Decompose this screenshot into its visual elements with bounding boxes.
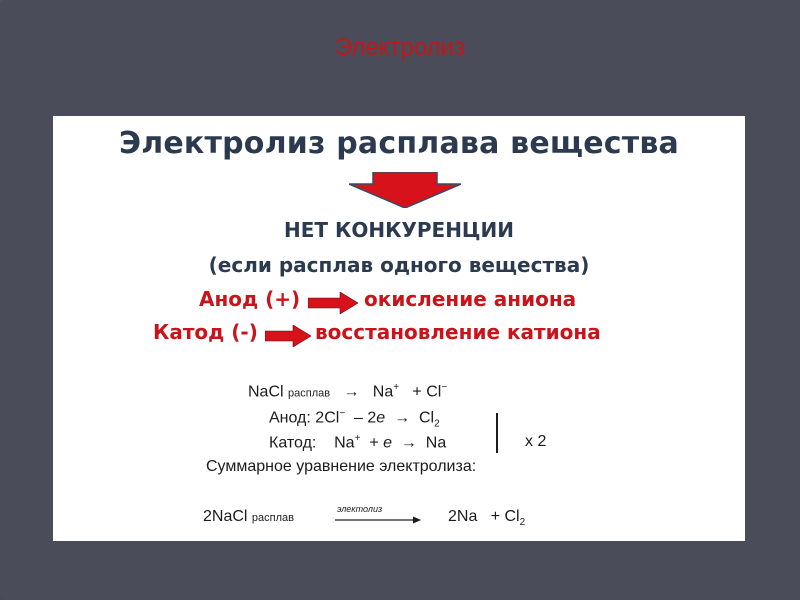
- reaction-arrow: →: [400, 434, 417, 452]
- summary-label: Суммарное уравнение электролиза:: [206, 458, 477, 475]
- over-arrow-label: электолиз: [337, 504, 383, 514]
- cathode-arrow-icon: [265, 325, 311, 347]
- reactant-charge: +: [354, 433, 361, 444]
- down-arrow-icon: [349, 172, 461, 208]
- reactant: Na: [334, 434, 355, 452]
- electron: e: [383, 434, 393, 452]
- electron: e: [376, 409, 386, 427]
- plus-sign: +: [369, 434, 379, 452]
- multiplier: x 2: [525, 433, 547, 450]
- product: Na: [425, 434, 447, 452]
- equation-cathode: [269, 433, 446, 452]
- product: Cl: [418, 409, 435, 427]
- plus-sign: +: [490, 508, 501, 525]
- final-products: [448, 508, 525, 528]
- cathode-label: Катод (-): [153, 320, 258, 344]
- formula-nacl: NaCl: [248, 383, 284, 401]
- reaction-arrow: →: [394, 409, 411, 427]
- slide-title: Электролиз: [334, 34, 466, 61]
- cation-charge: +: [393, 382, 400, 393]
- product-index: 2: [519, 517, 526, 529]
- product-2: Cl: [504, 508, 520, 525]
- cathode-text: восстановление катиона: [315, 320, 601, 344]
- product-1: 2Na: [448, 508, 478, 525]
- cathode-eq-label: Катод:: [269, 434, 317, 452]
- minus-term: – 2: [354, 409, 377, 427]
- equation-dissociation: [248, 382, 447, 401]
- reactant-charge: −: [339, 408, 346, 419]
- cation: Na: [372, 383, 394, 401]
- reaction-arrow: →: [343, 383, 360, 401]
- plus-sign: +: [412, 383, 422, 401]
- anode-label: Анод (+): [199, 287, 301, 311]
- panel-heading: Электролиз расплава вещества: [119, 126, 679, 161]
- anion-charge: −: [441, 382, 448, 393]
- anion: Cl: [426, 383, 442, 401]
- reactant: 2NaCl: [203, 508, 248, 525]
- state-label: расплав: [288, 387, 331, 400]
- anode-eq-label: Анод:: [269, 409, 311, 427]
- anode-text: окисление аниона: [364, 287, 577, 311]
- condition-text: (если расплав одного вещества): [208, 253, 590, 277]
- bracket-bar: [496, 413, 498, 453]
- content-panel: [53, 116, 745, 541]
- equation-anode: [269, 408, 440, 430]
- product-index: 2: [434, 418, 440, 430]
- state-label: расплав: [251, 512, 294, 524]
- long-arrow-icon: [335, 515, 421, 525]
- anode-arrow-icon: [308, 292, 358, 314]
- equation-summary: [203, 508, 294, 526]
- reactant: 2Cl: [315, 409, 340, 427]
- no-competition-label: НЕТ КОНКУРЕНЦИИ: [284, 218, 514, 242]
